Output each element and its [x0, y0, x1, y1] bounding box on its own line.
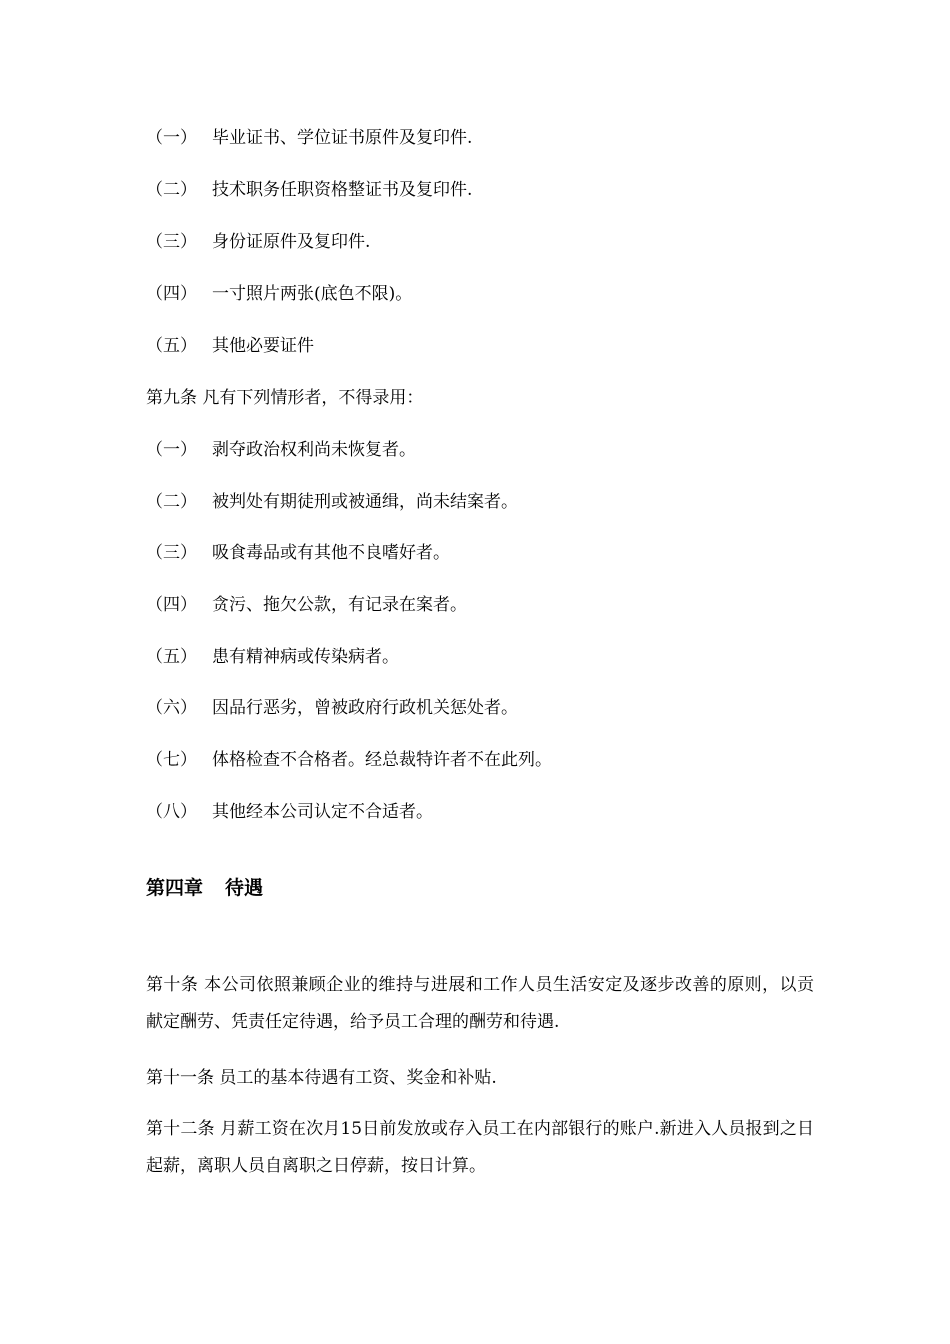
- item-text: 剥夺政治权利尚未恢复者。: [212, 440, 416, 460]
- item-text: 其他经本公司认定不合适者。: [212, 802, 433, 822]
- list-item: [146, 801, 433, 823]
- list-item: [146, 179, 472, 201]
- list-item: [146, 491, 518, 513]
- item-text: 被判处有期徒刑或被通缉，尚未结案者。: [212, 492, 518, 512]
- item-number: （三）: [146, 232, 197, 252]
- article-10: 第十条 本公司依照兼顾企业的维持与进展和工作人员生活安定及逐步改善的原则，以贡献定酬劳、凭责任定待遇，给予员工合理的酬劳和待遇.: [146, 975, 814, 1032]
- list-item: [146, 594, 467, 616]
- list-item: [146, 283, 412, 305]
- item-text: 体格检查不合格者。经总裁特许者不在此列。: [212, 750, 552, 770]
- list-item: [146, 542, 450, 564]
- chapter-heading: [146, 876, 263, 900]
- list-item: [146, 231, 370, 253]
- item-number: （四）: [146, 595, 197, 615]
- article-12: 第十二条 月薪工资在次月15日前发放或存入员工在内部银行的账户.新进入人员报到之日起薪，离职人员自离职之日停薪，按日计算。: [146, 1119, 814, 1176]
- item-text: 患有精神病或传染病者。: [212, 647, 399, 667]
- item-number: （四）: [146, 284, 197, 304]
- article-9: 第九条 凡有下列情形者，不得录用：: [146, 388, 424, 408]
- chapter-number: 第四章: [146, 877, 204, 899]
- list-item: [146, 335, 314, 357]
- chapter-title: 待遇: [225, 877, 264, 899]
- item-text: 身份证原件及复印件.: [212, 232, 371, 252]
- item-text: 吸食毒品或有其他不良嗜好者。: [212, 543, 450, 563]
- article-11: 第十一条 员工的基本待遇有工资、奖金和补贴.: [146, 1068, 497, 1088]
- item-text: 一寸照片两张(底色不限)。: [212, 284, 413, 304]
- item-number: （八）: [146, 802, 197, 822]
- item-text: 其他必要证件: [212, 336, 314, 356]
- item-number: （一）: [146, 128, 197, 148]
- item-number: （五）: [146, 336, 197, 356]
- item-number: （五）: [146, 647, 197, 667]
- list-item: [146, 749, 552, 771]
- list-item: [146, 439, 416, 461]
- list-item: [146, 697, 518, 719]
- item-number: （六）: [146, 698, 197, 718]
- list-item: [146, 127, 472, 149]
- item-text: 技术职务任职资格整证书及复印件.: [212, 180, 473, 200]
- item-text: 贪污、拖欠公款，有记录在案者。: [212, 595, 467, 615]
- item-number: （七）: [146, 750, 197, 770]
- item-number: （二）: [146, 492, 197, 512]
- list-item: [146, 646, 399, 668]
- item-number: （一）: [146, 440, 197, 460]
- item-text: 因品行恶劣，曾被政府行政机关惩处者。: [212, 698, 518, 718]
- item-number: （三）: [146, 543, 197, 563]
- item-number: （二）: [146, 180, 197, 200]
- item-text: 毕业证书、学位证书原件及复印件.: [212, 128, 473, 148]
